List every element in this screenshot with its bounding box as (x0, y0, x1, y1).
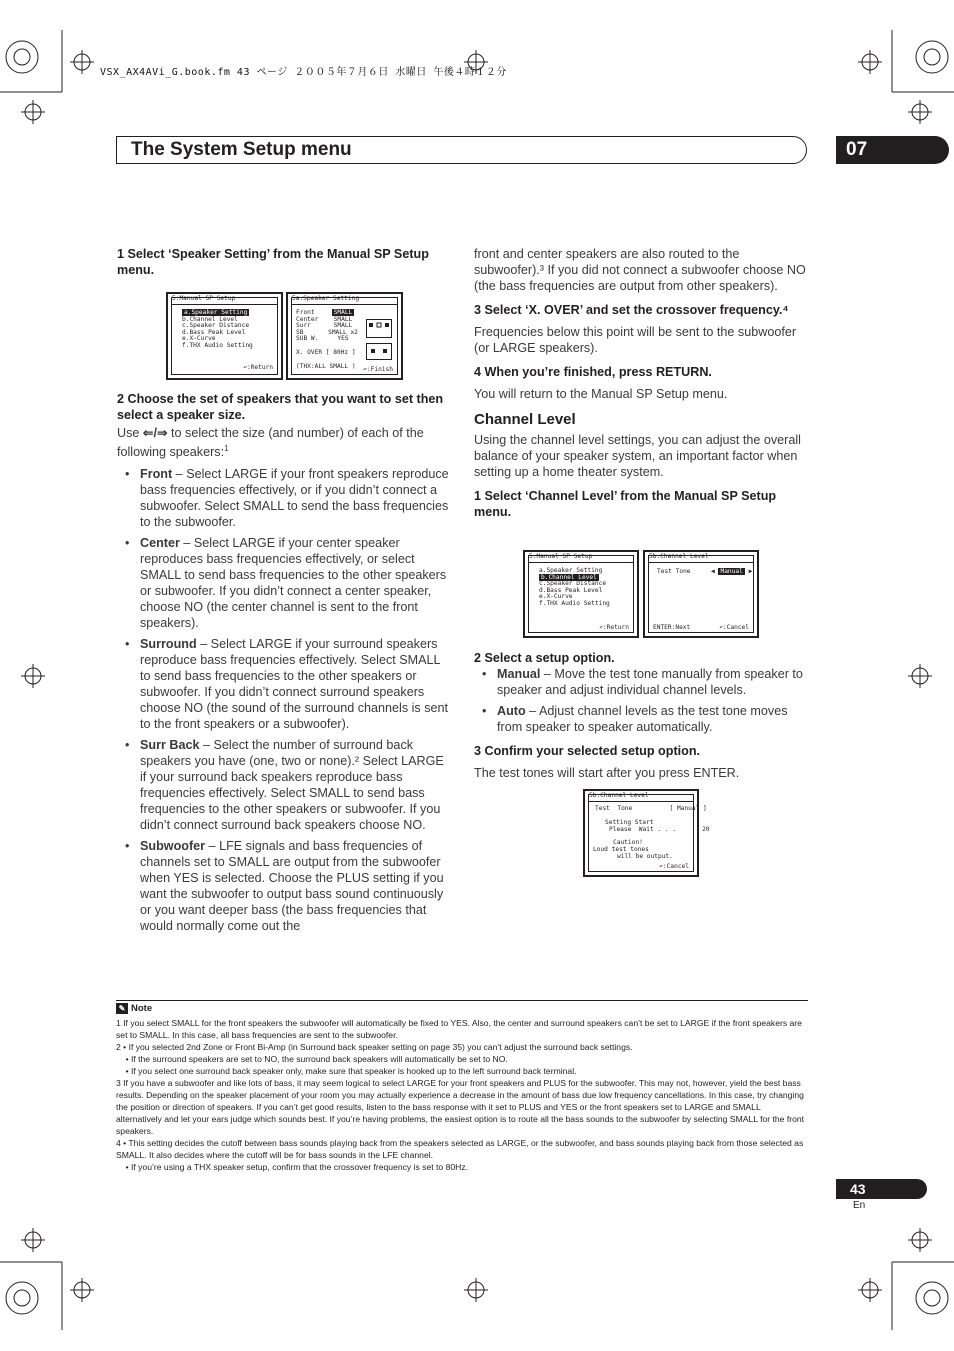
list-item: • Front – Select LARGE if your front speakers reproduce bass frequencies effectively, or if you didn’t connect a subwoofer. Select SMALL to send the bass frequencies to the subwoofer. (123, 466, 452, 530)
return-icon: ↶ (659, 863, 663, 871)
osd-row: Surr (296, 322, 311, 330)
left-column-body (117, 391, 452, 939)
osd-footer: :Finish (366, 366, 393, 374)
osd-row: Center (296, 315, 319, 323)
note-rule (116, 1000, 808, 1001)
channel-level-intro: Using the channel level settings, you can adjust the overall balance of your speaker system, an important factor when setting up a home theater system. (474, 433, 801, 479)
note-item: 4 • This setting decides the cutoff between bass sounds playing back from the speakers selected as LARGE, or the subwoofer, and bass sounds playing back from those selected as SMALL. It also decides where the cutoff will be for bass sounds in the LFE channel. (116, 1138, 804, 1160)
osd-item: e.X-Curve (182, 335, 216, 343)
osd-footer: :Return (246, 364, 273, 372)
step-3-xover: 3 Select ‘X. OVER’ and set the crossover frequency.⁴ (474, 303, 789, 317)
osd-item: a.Speaker Setting (539, 567, 603, 574)
right-column (474, 246, 808, 526)
osd-enter: ENTER:Next (653, 624, 691, 632)
cl-step-2: 2 Select a setup option. (474, 651, 615, 665)
note-icon: ✎ (116, 1003, 128, 1014)
osd-val: YES (337, 335, 349, 343)
note-item: • If the surround speakers are set to NO, the surround back speakers will automatically be set to NO. (116, 1054, 508, 1064)
osd-item-selected: a.Speaker Setting (184, 309, 248, 316)
list-item: • Surr Back – Select the number of surround back speakers you have (one, two or none).² Select LARGE if your surround back speakers reproduce bass frequencies effectively. Select SMALL to send bass frequencies to the other speakers or subwoofer. If you didn’t connect surround back speakers choose NO. (123, 737, 452, 833)
section-title: The System Setup menu (131, 139, 352, 160)
option-bullets (480, 666, 808, 735)
osd-item-selected: b.Channel Level (541, 573, 597, 581)
step-3-body: Frequencies below this point will be sent to the subwoofer (or LARGE speakers). (474, 325, 797, 355)
osd-val-selected: SMALL (333, 309, 353, 316)
osd-item: b.Channel Level (182, 315, 238, 323)
note-label: Note (131, 1003, 153, 1014)
osd-row: Test Tone [ Manual ] (595, 805, 707, 812)
notes (116, 1017, 808, 1173)
step-2-choose-speakers: 2 Choose the set of speakers that you want to set then select a speaker size. (117, 392, 444, 422)
osd-item: c.Speaker Distance (539, 580, 607, 588)
note-item: 1 If you select SMALL for the front speakers the subwoofer will automatically be fixed to YES. Also, the center and surround speakers can’t be set to LARGE if the front speakers are set to SMALL. In this case, all bass frequencies are sent to the subwoofer. (116, 1018, 802, 1040)
osd-row: SB (296, 328, 304, 336)
osd-item: d.Bass Peak Level (182, 328, 246, 336)
osd-title: 5b.Channel Level (589, 793, 693, 802)
note-item: • If you select one surround back speaker only, make sure that speaker is hooked up to the left surround back terminal. (116, 1066, 577, 1076)
osd-line: will be output. (617, 853, 673, 860)
osd-item: c.Speaker Distance (182, 322, 250, 330)
osd-val: SMALL (333, 322, 353, 330)
osd-line: Setting Start (605, 819, 654, 826)
use-text-post: to select the size (and number) of each of the following speakers: (117, 426, 424, 460)
channel-level-heading: Channel Level (474, 411, 576, 428)
osd-manual-sp-setup (166, 292, 283, 380)
file-header: VSX_AX4AVi_G.book.fm 43 ページ ２００５年７月６日 水曜日 午後４時１２分 (100, 67, 507, 78)
osd-title: 5.Manual SP Setup (172, 296, 277, 305)
osd-val: SMALL x2 (328, 328, 358, 336)
return-icon: ↶ (719, 624, 723, 632)
list-item: • Center – Select LARGE if your center speaker reproduces bass frequencies effectively, or select SMALL to send bass frequencies to the other speakers or subwoofer. If you didn’t connect a center speaker, choose NO (the center channel is sent to the front speakers). (123, 535, 452, 631)
osd-line: Caution! (613, 839, 643, 846)
note-item: 3 If you have a subwoofer and like lots of bass, it may seem logical to select LARGE for your front speakers and PLUS for the subwoofer. This may not, however, yield the best bass results. Depending on the speaker placement of your room you may actually experience a decrease in the amount of bass due low frequency cancellations. In this case, try changing the position or direction of speakers. If you can’t get good results, listen to the bass response with it set to PLUS and YES or the front speakers set to LARGE and SMALL alternatively and let your ears judge which sounds best. If you’re having problems, the easiest option is to route all the bass sounds to the subwoofer by selecting SMALL for the front speakers. (116, 1078, 805, 1136)
list-item: • Auto – Adjust channel levels as the test tone moves from speaker to speaker automatically. (480, 703, 808, 735)
osd-channel-level-test (583, 789, 710, 877)
osd-channel-level (643, 550, 759, 638)
note-item: 2 • If you selected 2nd Zone or Front Bi-Amp (in Surround back speaker setting on page 35) you can’t adjust the surround back settings. (116, 1042, 633, 1052)
cl-step-3: 3 Confirm your selected setup option. (474, 744, 701, 758)
note-item: • If you’re using a THX speaker setup, confirm that the crossover frequency is set to 80Hz. (116, 1162, 469, 1172)
osd-item: e.X-Curve (539, 593, 573, 601)
osd-item: f.THX Audio Setting (182, 341, 253, 349)
step-4-body: You will return to the Manual SP Setup menu. (474, 387, 728, 401)
use-text: Use (117, 426, 143, 440)
osd-footer: :Return (602, 624, 629, 632)
cl-step-3-body: The test tones will start after you press ENTER. (474, 766, 740, 780)
list-item: • Surround – Select LARGE if your surround speakers reproduce bass frequencies effectively. Select SMALL to send bass frequencies to the other speakers or subwoofer. If you didn’t connect surround speakers choose NO (the sound of the surround channels is sent to the front speakers or a subwoofer). (123, 636, 452, 732)
osd-title: 5b.Channel Level (649, 554, 753, 563)
osd-row: Test Tone (657, 568, 691, 575)
left-column (117, 246, 452, 284)
cl-step-1: 1 Select ‘Channel Level’ from the Manual SP Setup menu. (474, 489, 777, 519)
right-column-2 (474, 650, 808, 787)
return-icon: ↶ (243, 364, 247, 372)
osd-xover: X. OVER [ 80Hz ] (296, 349, 356, 356)
chapter-tab: 07 (836, 136, 949, 164)
speaker-layout-icon (366, 319, 392, 361)
osd-speaker-setting (286, 292, 403, 380)
right-arrow-icon: ▶ (748, 568, 753, 575)
footnote-ref: 1 (224, 444, 229, 453)
arrow-keys-icon: ⇐/⇒ (142, 426, 168, 440)
osd-footer: :Cancel (662, 863, 689, 871)
osd-line: Loud test tones (593, 846, 649, 853)
step-1-speaker-setting: 1 Select ‘Speaker Setting’ from the Manual SP Setup menu. (117, 247, 429, 277)
page-number: 43 (836, 1179, 927, 1199)
subwoofer-continued: front and center speakers are also routed to the subwoofer).³ If you did not connect a subwoofer choose NO (the bass frequencies are output from other speakers). (474, 247, 806, 293)
osd-row: Front (296, 309, 315, 316)
osd-footer: :Cancel (722, 624, 749, 632)
osd-row: SUB W. (296, 335, 319, 343)
osd-item: f.THX Audio Setting (539, 599, 610, 607)
osd-val-selected: Manual (720, 568, 743, 575)
osd-title: 5.Manual SP Setup (529, 554, 633, 563)
speaker-bullets (123, 466, 452, 934)
list-item: • Subwoofer – LFE signals and bass frequencies of channels set to SMALL are output from the subwoofer when YES is selected. Choose the PLUS setting if you want the subwoofer to output bass sound continuously or you want deeper bass (the bass frequencies that would normally come out the (123, 838, 452, 934)
note-header (116, 1003, 152, 1014)
list-item: • Manual – Move the test tone manually from speaker to speaker and adjust individual channel levels. (480, 666, 808, 698)
osd-thx: (THX:ALL SMALL ) (296, 363, 356, 370)
step-4-finish: 4 When you’re finished, press RETURN. (474, 365, 712, 379)
section-title-bar (116, 136, 807, 164)
osd-manual-sp-setup-2 (523, 550, 639, 638)
return-icon: ↶ (363, 366, 367, 374)
language-label: En (853, 1200, 866, 1211)
osd-line: Please Wait . . . 20 (609, 826, 710, 833)
return-icon: ↶ (599, 624, 603, 632)
left-arrow-icon: ◀ (711, 568, 715, 575)
osd-title: 5a.Speaker Setting (292, 296, 397, 305)
osd-item: d.Bass Peak Level (539, 586, 603, 594)
osd-val: SMALL (333, 315, 353, 323)
